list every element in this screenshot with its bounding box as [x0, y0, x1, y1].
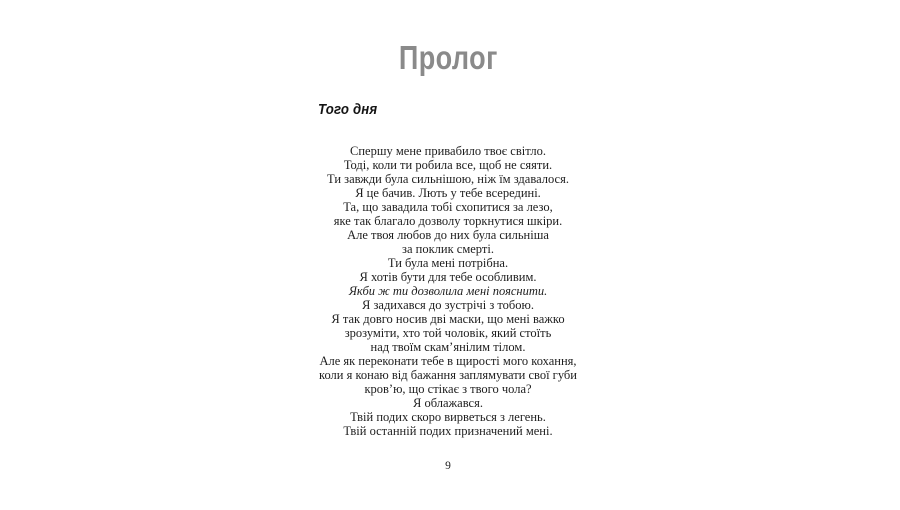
- poem-line: Тоді, коли ти робила все, щоб не сяяти.: [343, 158, 553, 172]
- poem-line: Твій останній подих призначений мені.: [343, 424, 553, 438]
- section-subtitle-text: Того дня: [318, 101, 378, 118]
- poem-line: Я це бачив. Лють у тебе всередині.: [355, 186, 541, 200]
- poem-line: яке так благало дозволу торкнутися шкіри.: [333, 214, 563, 228]
- page-number: 9: [445, 460, 451, 472]
- poem-line: за поклик смерті.: [402, 242, 494, 256]
- poem-line: кров’ю, що стікає з твого чола?: [364, 382, 532, 396]
- section-subtitle: [318, 101, 385, 118]
- poem-line: зрозуміти, хто той чоловік, який стоїть: [344, 326, 552, 340]
- poem-line: Ти була мені потрібна.: [387, 256, 509, 270]
- poem-line: Я хотів бути для тебе особливим.: [359, 270, 537, 284]
- poem-line: Але твоя любов до них була сильніша: [347, 228, 549, 242]
- poem-line: Я облажався.: [413, 396, 483, 410]
- poem-line: Спершу мене привабило твоє світло.: [350, 144, 546, 158]
- poem-line: Я задихався до зустрічі з тобою.: [362, 298, 534, 312]
- poem-line: Та, що завадила тобі схопитися за лезо,: [343, 200, 553, 214]
- poem-line: над твоїм скам’янілим тілом.: [370, 340, 526, 354]
- poem-line: Ти завжди була сильнішою, ніж їм здавалося.: [327, 172, 569, 186]
- poem-line: Твій подих скоро вирветься з легень.: [350, 410, 546, 424]
- poem-text: [0, 144, 896, 438]
- chapter-title: [0, 40, 896, 76]
- chapter-title-text: Пролог: [398, 39, 498, 76]
- poem-line: Я так довго носив дві маски, що мені важко: [331, 312, 565, 326]
- poem-line: Але як переконати тебе в щирості мого кохання,: [319, 354, 577, 368]
- poem-line: Якби ж ти дозволила мені пояснити.: [348, 284, 548, 298]
- poem-line: коли я конаю від бажання заплямувати свої губи: [319, 368, 577, 382]
